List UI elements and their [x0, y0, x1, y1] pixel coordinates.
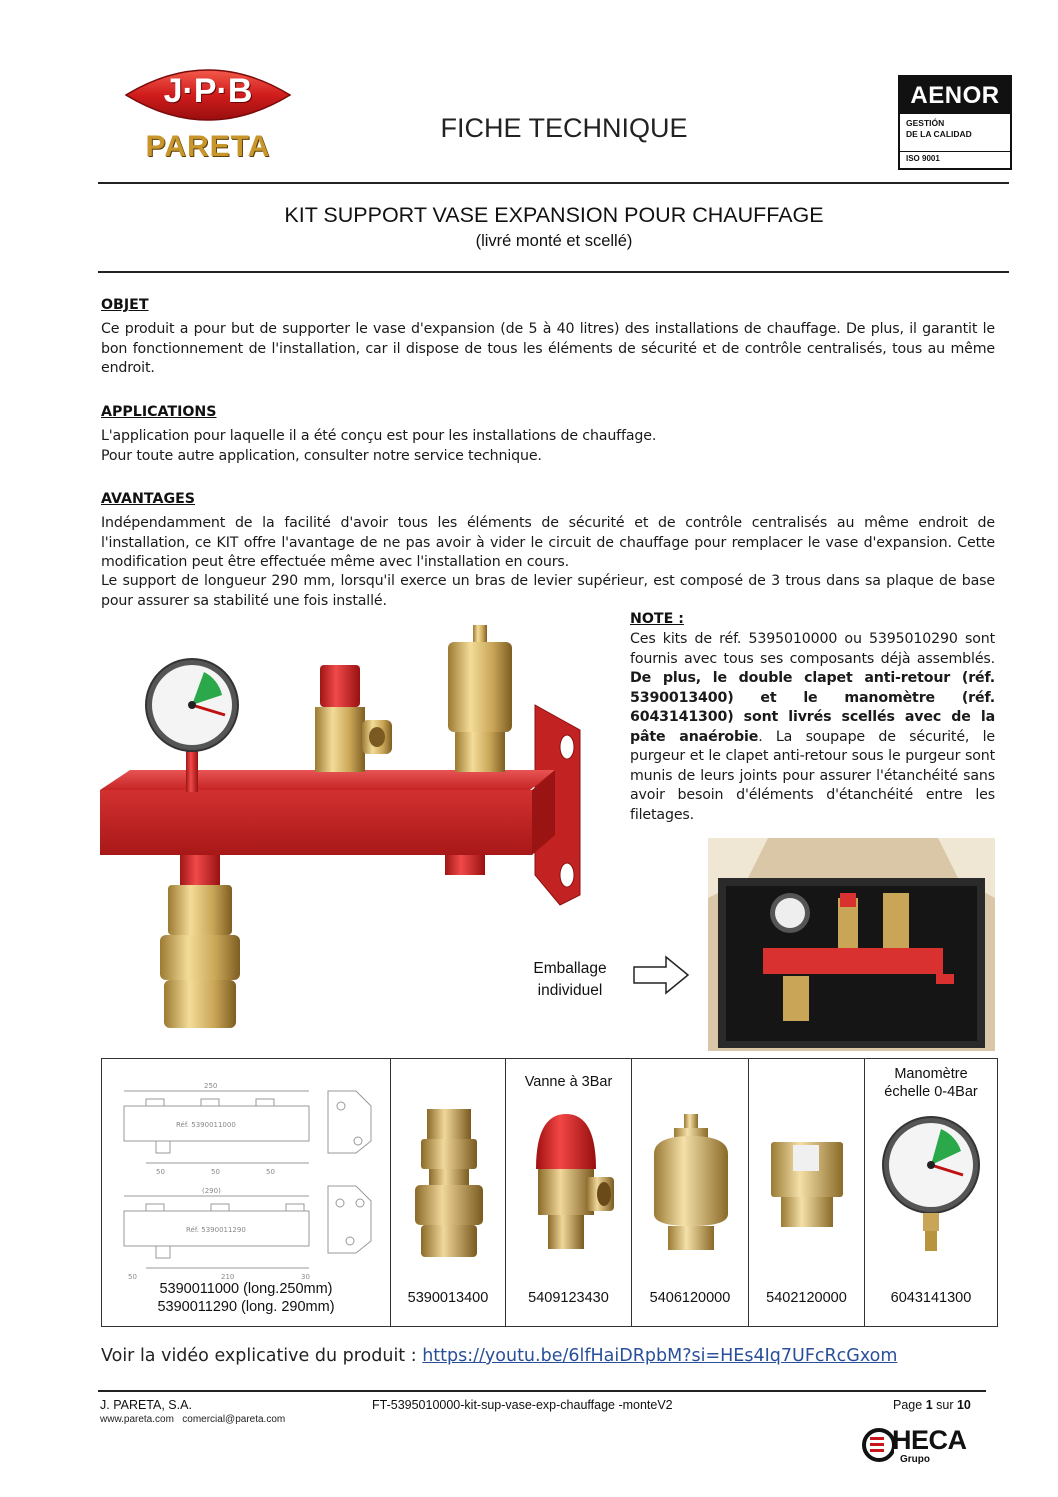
applications-line1: L'application pour laquelle il a été conçu est pour les installations de chauffage. [101, 428, 657, 444]
note-part1: Ces kits de réf. 5395010000 ou 5395010290 sont fournis avec tous ses composants déjà assemblés. [630, 631, 995, 667]
aenor-line2: DE LA CALIDAD [906, 129, 972, 139]
technical-drawing [116, 1071, 381, 1281]
video-link[interactable]: https://youtu.be/6lfHaiDRpbM?si=HEs4Iq7UFcRcGxom [422, 1346, 898, 1366]
footer-contacts [100, 1414, 285, 1425]
drawing-d1c: 50 [266, 1168, 275, 1176]
component-cell [749, 1059, 865, 1327]
packaging-image [708, 838, 995, 1051]
page-title: FICHE TECHNIQUE [440, 113, 688, 143]
component-cell [632, 1059, 749, 1327]
note-heading: NOTE : [630, 611, 684, 627]
component-cell [506, 1059, 632, 1327]
component-cell [865, 1059, 998, 1327]
heca-sub: Grupo [900, 1454, 930, 1465]
footer-company: J. PARETA, S.A. [100, 1398, 192, 1412]
footer-doc-code: FT-5395010000-kit-sup-vase-exp-chauffage -monteV2 [372, 1398, 673, 1412]
drawing-d1a: 50 [156, 1168, 165, 1176]
component-code: 5406120000 [649, 1290, 731, 1306]
page-num: 1 [925, 1398, 933, 1412]
objet-heading: OBJET [101, 297, 149, 313]
drawing-dim1: 250 [204, 1082, 218, 1090]
component-code: 5402120000 [766, 1290, 847, 1306]
component-code: 5390013400 [407, 1290, 489, 1306]
support-code-2: 5390011290 (long. 290mm) [157, 1299, 335, 1315]
footer-email[interactable]: comercial@pareta.com [182, 1414, 286, 1425]
objet-text: Ce produit a pour but de supporter le vase d'expansion (de 5 à 40 litres) des installations de chauffage. De plus, il garantit le bon fonctionnement de l'installation, car il dispose de tous les éléments de sécurité et de contrôle centralisés, tous au même endroit. [101, 321, 995, 376]
heca-grupo-logo [862, 1425, 987, 1470]
packaging-label [510, 958, 630, 1002]
drawing-d2b: 210 [221, 1273, 235, 1281]
component-cell [391, 1059, 506, 1327]
check-valve-image [409, 1109, 489, 1263]
title-divider [98, 271, 1009, 273]
packaging-line2: individuel [537, 982, 603, 999]
arrow-right-icon [632, 955, 690, 1000]
page-sur: sur [936, 1398, 954, 1412]
page-total: 10 [956, 1398, 971, 1412]
drawing-dim2: (290) [202, 1187, 221, 1195]
support-cell [102, 1059, 391, 1327]
component-code: 5409123430 [528, 1290, 609, 1306]
support-code-1: 5390011000 (long.250mm) [159, 1281, 333, 1297]
avantages-heading: AVANTAGES [101, 491, 195, 507]
note-bold: De plus, le double clapet anti-retour (réf. 5390013400) et le manomètre (réf. 6043141300) sont livrés scellés avec de la pâte anaérobie [630, 670, 995, 745]
heca-text: HECA [892, 1425, 967, 1455]
aenor-standard: ISO 9001 [906, 154, 940, 163]
drawing-d2a: 50 [128, 1273, 137, 1281]
header-divider [98, 182, 1009, 184]
applications-line2: Pour toute autre application, consulter notre service technique. [101, 448, 542, 464]
check-valve-small-image [767, 1137, 847, 1241]
logo-jpb-text: J·P·B [163, 72, 253, 110]
applications-heading: APPLICATIONS [101, 404, 217, 420]
drawing-ref2: Réf. 5390011290 [186, 1226, 246, 1234]
note-part2: . La soupape de sécurité, le purgeur et le clapet anti-retour sous le purgeur sont munis de leurs joints pour assurer l'étanchéité sans avoir besoin d'éléments d'étanchéité entre les filetages. [630, 728, 995, 823]
footer-web[interactable]: www.pareta.com [100, 1414, 174, 1425]
video-line [101, 1346, 897, 1366]
product-subtitle: (livré monté et scellé) [475, 232, 633, 250]
footer-divider [98, 1390, 986, 1392]
component-label: Vanne à 3Bar [524, 1074, 613, 1090]
drawing-d2c: 30 [301, 1273, 310, 1281]
drawing-d1b: 50 [211, 1168, 220, 1176]
components-table [101, 1058, 998, 1327]
footer-page-number [893, 1398, 971, 1412]
packaging-line1: Emballage [533, 960, 607, 977]
air-vent-image [646, 1114, 736, 1268]
video-text: Voir la vidéo explicative du produit : [101, 1346, 423, 1366]
component-code: 6043141300 [890, 1290, 972, 1306]
logo-pareta-text: PARETA [145, 130, 271, 163]
product-title: KIT SUPPORT VASE EXPANSION POUR CHAUFFAGE [284, 203, 824, 227]
safety-valve-image [526, 1109, 616, 1263]
component-label: Manomètre échelle 0-4Bar [884, 1066, 978, 1100]
aenor-certification-badge [898, 75, 1012, 170]
drawing-ref1: Réf. 5390011000 [176, 1121, 236, 1129]
note-text [630, 630, 995, 825]
aenor-brand: AENOR [900, 77, 1010, 114]
avantages-para2: Le support de longueur 290 mm, lorsqu'il exerce un bras de levier supérieur, est composé de 3 trous dans sa plaque de base pour assurer sa stabilité une fois installé. [101, 573, 995, 609]
aenor-line1: GESTIÓN [906, 118, 945, 128]
manometer-image [879, 1115, 984, 1259]
avantages-para1: Indépendamment de la facilité d'avoir tous les éléments de sécurité et de contrôle centralisés au même endroit de l'installation, ce KIT offre l'avantage de ne pas avoir à vider le circuit de chauffage pour remplacer le vase d'expansion. Cette modification peut être effectuée même avec l'installation en cours. [101, 515, 995, 570]
page-word: Page [893, 1398, 923, 1412]
